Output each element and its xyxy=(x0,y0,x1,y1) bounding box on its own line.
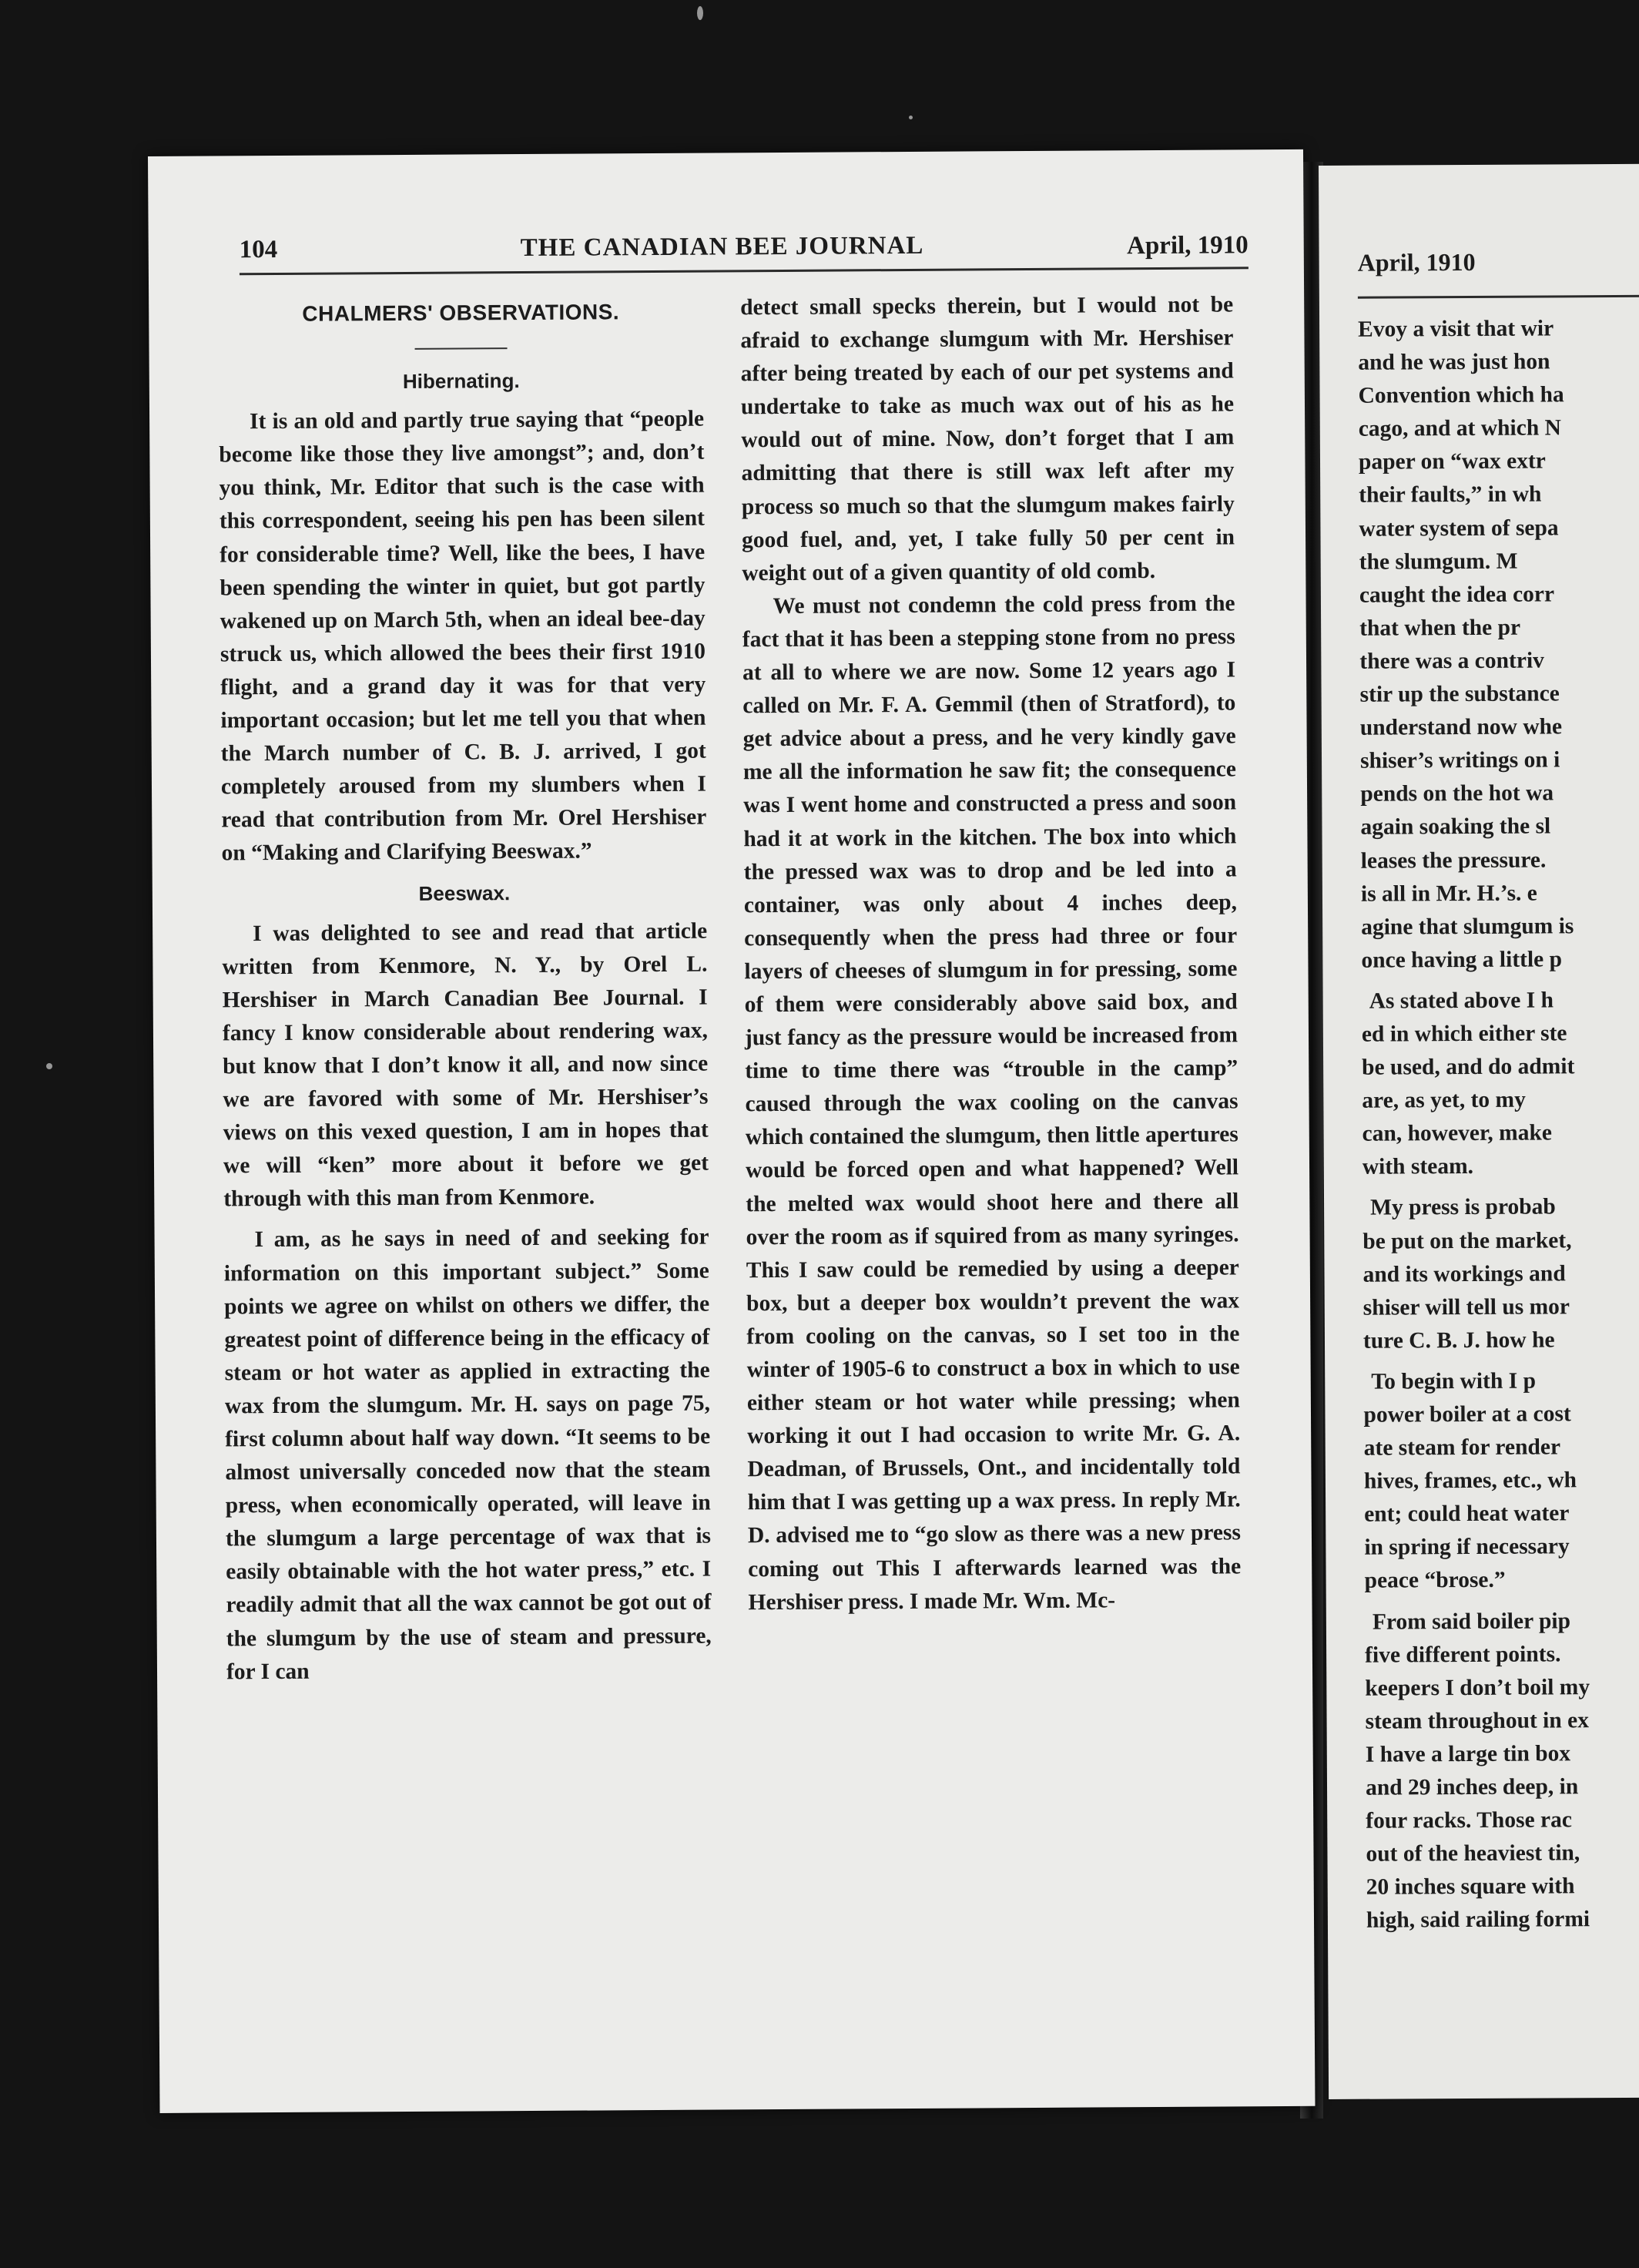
facing-text-line: shiser’s writings on i xyxy=(1359,747,1560,773)
facing-text-line: ate steam for render xyxy=(1363,1434,1561,1461)
facing-text-line: keepers I don’t boil my xyxy=(1365,1674,1590,1701)
facing-text-line: be used, and do admit xyxy=(1362,1054,1575,1080)
facing-text-line: there was a contriv xyxy=(1359,648,1544,674)
subhead-beeswax: Beeswax. xyxy=(418,881,511,905)
facing-text-line: To begin with I p xyxy=(1371,1368,1537,1394)
facing-text-line: As stated above I h xyxy=(1369,988,1554,1014)
paragraph: I am, as he says in need of and seeking for information on this important subject.” Some points we agree on whilst on others we differ, the greatest point of difference being in the efficacy of steam or hot water as applied in extracting the wax from the slumgum. Mr. H. says on page 75, first column about half way down. “It seems to be almost universally conceded now that the steam press, when economically operated, will leave in the slumgum a large percentage of wax that is easily obtainable with the hot water press,” etc. I readily admit that all the wax cannot be got out of the slumgum by the use of steam and pressure, for I can xyxy=(223,1225,712,1685)
facing-text-line: shiser will tell us mor xyxy=(1362,1294,1570,1320)
facing-text-line: Evoy a visit that wir xyxy=(1358,316,1554,342)
paragraph: detect small specks therein, but I would not be afraid to exchange slumgum with Mr. Hershiser after being treated by each of our pet systems and undertake to take as much wax out of his as he would out of mine. Now, don’t forget that I am admitting that there is still wax left after my process so much so that the slumgum makes fairly good fuel, and, yet, I take fully 50 per cent in weight out of a given quantity of old comb. xyxy=(740,292,1235,586)
facing-text-line: ed in which either ste xyxy=(1361,1021,1567,1047)
facing-text-line: Convention which ha xyxy=(1358,382,1564,408)
facing-text-line: ent; could heat water xyxy=(1364,1501,1570,1527)
facing-text-line: I have a large tin box xyxy=(1365,1741,1571,1767)
scan-speck xyxy=(46,1063,52,1069)
facing-text-line: again soaking the sl xyxy=(1360,814,1551,840)
facing-text-line: From said boiler pip xyxy=(1372,1608,1571,1635)
left-column xyxy=(218,292,712,1689)
facing-column xyxy=(1358,310,1639,1938)
facing-text-line: that when the pr xyxy=(1359,615,1521,641)
facing-header-rule xyxy=(1358,295,1639,299)
scan-speck xyxy=(697,6,703,20)
scan-speck xyxy=(909,116,913,119)
facing-text-line: peace “brose.” xyxy=(1364,1568,1506,1594)
middle-column xyxy=(740,288,1242,1619)
issue-date: April, 1910 xyxy=(1126,231,1249,260)
title-rule xyxy=(415,347,508,350)
journal-title: THE CANADIAN BEE JOURNAL xyxy=(520,231,924,263)
facing-text-line: power boiler at a cost xyxy=(1363,1401,1571,1428)
facing-text-line: is all in Mr. H.’s. e xyxy=(1360,881,1537,907)
header-rule xyxy=(240,267,1249,275)
facing-text-line: and its workings and xyxy=(1362,1260,1566,1287)
facing-text-line: 20 inches square with xyxy=(1366,1874,1575,1901)
facing-text-line: the slumgum. M xyxy=(1359,549,1518,575)
paragraph: I was delighted to see and read that article written from Kenmore, N. Y., by Orel L. Hershiser in March Canadian Bee Journal. I fancy I know considerable about rendering wax, but know that I don’t know it all, and now since we are favored with some of Mr. Hershiser’s views on this vexed question, I am in hopes that we will “ken” more about it before we get through with this man from Kenmore. xyxy=(222,918,709,1212)
paragraph: We must not condemn the cold press from the fact that it has been a stepping stone from no press at all to where we are now. Some 12 years ago I called on Mr. F. A. Gemmil (then of Stratford), to get advice about a press, and he very kindly gave me all the information he saw fit; the consequence was I went home and constructed a press and soon had it at work in the kitchen. The box into which the pressed wax was to drop and be led into a container, was only about 4 inches deep, consequently when the press had three or four layers of cheeses of slumgum in for pressing, some of them were considerably above said box, and just fancy as the pressure would be increased from time to time there was “trouble in the camp” caused through the wax cooling on the canvas which contained the slumgum, then little apertures would be forced open and what happened? Well the melted wax would shoot here and there all over the room as if squired from as many syringes. This I saw could be remedied by using a deeper box, but a deeper box wouldn’t prevent the wax from cooling on the canvas, so I set too in the winter of 1905-6 to construct a box in which to use either steam or hot water while pressing; when working it out I had occasion to write Mr. G. A. Deadman, of Brussels, Ont., and incidentally told him that I was getting up a wax press. In reply Mr. D. advised me to “go slow as there was a new press coming out This I afterwards learned was the Hershiser press. I made Mr. Wm. Mc- xyxy=(742,591,1242,1615)
facing-text-line: My press is probab xyxy=(1370,1194,1556,1221)
facing-text-line: and 29 inches deep, in xyxy=(1365,1774,1579,1800)
facing-page xyxy=(1319,164,1639,2099)
facing-text-line: can, however, make xyxy=(1362,1120,1553,1146)
facing-text-line: and he was just hon xyxy=(1358,349,1550,375)
facing-text-line: out of the heaviest tin, xyxy=(1366,1840,1580,1867)
facing-text-line: are, as yet, to my xyxy=(1362,1087,1526,1113)
left-page xyxy=(148,149,1315,2113)
facing-text-line: caught the idea corr xyxy=(1359,582,1555,608)
facing-text-line: pends on the hot wa xyxy=(1360,780,1554,807)
page-number: 104 xyxy=(239,235,278,264)
facing-text-line: four racks. Those rac xyxy=(1366,1807,1573,1834)
facing-text-line: high, said railing formi xyxy=(1366,1907,1590,1934)
facing-text-line: in spring if necessary xyxy=(1364,1534,1570,1561)
subhead-hibernating: Hibernating. xyxy=(402,369,520,394)
facing-text-line: cago, and at which N xyxy=(1358,415,1561,442)
facing-text-line: hives, frames, etc., wh xyxy=(1363,1468,1577,1494)
facing-text-line: their faults,” in wh xyxy=(1359,481,1542,508)
facing-text-line: understand now whe xyxy=(1359,714,1563,740)
running-head xyxy=(240,223,1249,279)
facing-text-line: agine that slumgum is xyxy=(1361,913,1574,940)
facing-text-line: steam throughout in ex xyxy=(1365,1708,1590,1734)
facing-text-line: ture C. B. J. how he xyxy=(1362,1327,1555,1354)
facing-text-line: water system of sepa xyxy=(1359,515,1559,542)
facing-text-line: five different points. xyxy=(1365,1642,1561,1668)
facing-text-line: leases the pressure. xyxy=(1360,847,1547,874)
facing-issue-date: April, 1910 xyxy=(1357,247,1476,277)
facing-text-line: once having a little p xyxy=(1361,947,1563,973)
paragraph: It is an old and partly true saying that “people become like those they live amongst”; and, don’t you think, Mr. Editor that such is the case with this correspondent, seeing his pen has been silent for considerable time? Well, like the bees, I have been spending the winter in quiet, but got partly wakened up on March 5th, when an ideal bee-day struck us, which allowed the bees their first 1910 flight, and a grand day it was for that very important occasion; but let me tell you that when the March number of C. B. J. arrived, I got completely aroused from my slumbers when I read that contribution from Mr. Orel Hershiser on “Making and Clarifying Beeswax.” xyxy=(219,406,707,866)
facing-text-line: stir up the substance xyxy=(1359,681,1560,707)
facing-text-line: with steam. xyxy=(1362,1154,1474,1180)
facing-text-line: be put on the market, xyxy=(1362,1227,1572,1254)
article-title: CHALMERS' OBSERVATIONS. xyxy=(302,300,620,326)
facing-text-line: paper on “wax extr xyxy=(1358,448,1546,475)
